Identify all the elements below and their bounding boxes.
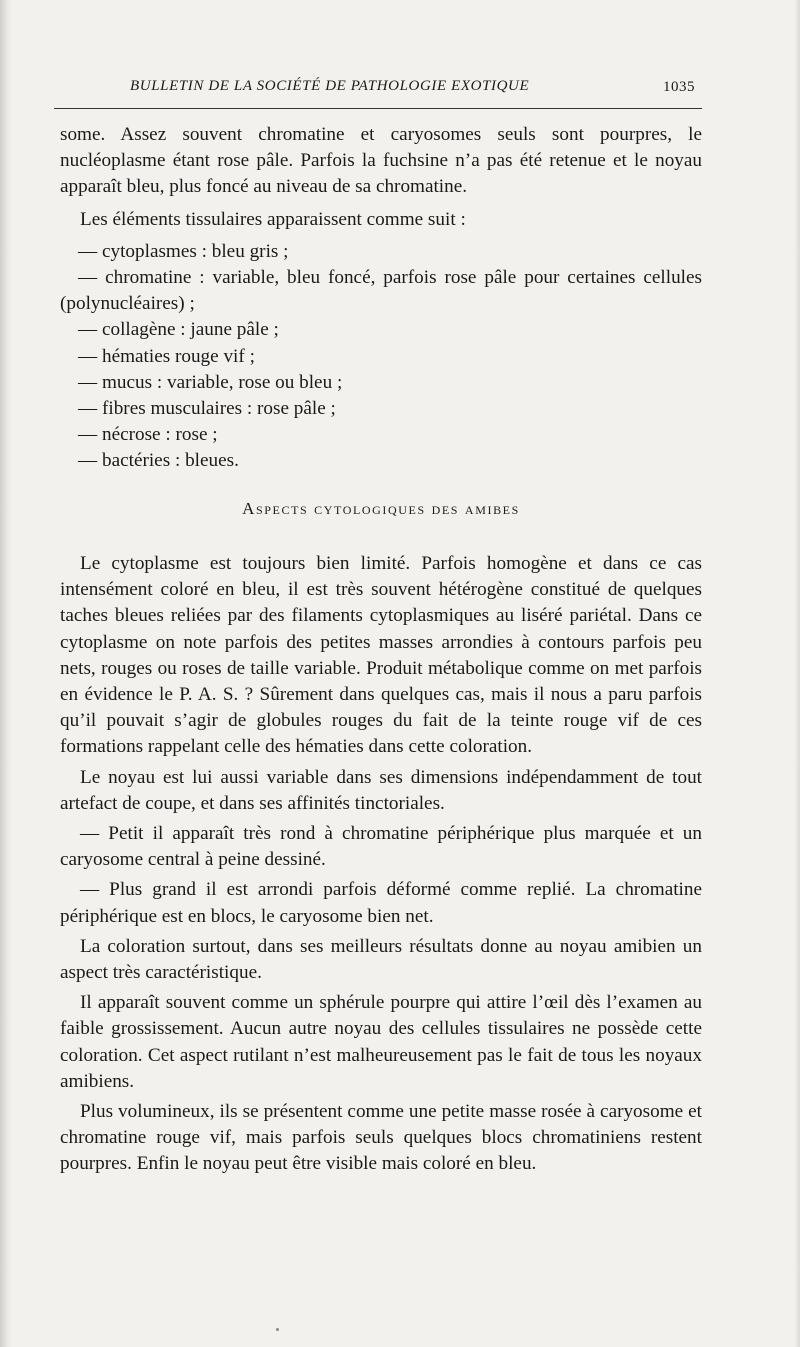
list-item: — nécrose : rose ; <box>78 424 218 446</box>
body-paragraph: — Plus grand il est arrondi parfois déformé comme replié. La chromatine périphérique est en blocs, le caryosome bien net. <box>60 879 702 927</box>
list-item: — collagène : jaune pâle ; <box>78 319 279 341</box>
body-paragraph: La coloration surtout, dans ses meilleurs résultats donne au noyau amibien un aspect très caractéristique. <box>60 935 702 984</box>
header-rule <box>54 108 702 109</box>
body-paragraph: — Petit il apparaît très rond à chromatine périphérique plus marquée et un caryosome central à peine dessiné. <box>60 823 702 871</box>
tissue-stain-list <box>60 239 702 475</box>
body-paragraph: Le noyau est lui aussi variable dans ses dimensions indépendamment de tout artefact de coupe, et dans ses affinités tinctoriales. <box>60 766 702 814</box>
page-header <box>60 76 705 104</box>
page-binding-edge <box>0 0 12 1347</box>
list-item: — fibres musculaires : rose pâle ; <box>78 398 336 420</box>
list-item: — cytoplasmes : bleu gris ; <box>78 240 289 262</box>
section-heading: Aspects cytologiques des amibes <box>242 499 520 518</box>
list-item: — bactéries : bleues. <box>78 450 239 472</box>
print-speck <box>276 1328 279 1331</box>
body-paragraph: Il apparaît souvent comme un sphérule pourpre qui attire l’œil dès l’examen au faible grossissement. Aucun autre noyau des cellules tissulaires ne possède cette coloration. Cet aspect rutilant n’est malheureusement pas le fait de tous les noyaux amibiens. <box>60 992 702 1092</box>
intro-block <box>60 122 702 475</box>
list-item: — hématies rouge vif ; <box>78 345 255 367</box>
list-item: — chromatine : variable, bleu foncé, parfois rose pâle pour certaines cellules (polynucléaires) ; <box>60 267 702 315</box>
page-number: 1035 <box>663 79 695 95</box>
list-item: — mucus : variable, rose ou bleu ; <box>78 371 343 393</box>
page-right-edge <box>794 0 800 1347</box>
intro-lead-paragraph: Les éléments tissulaires apparaissent comme suit : <box>80 208 466 230</box>
body-paragraph: Le cytoplasme est toujours bien limité. Parfois homogène et dans ce cas intensément coloré en bleu, il est très souvent hétérogène constitué de quelques taches bleues reliées par des filaments cytoplasmiques au liséré pariétal. Dans ce cytoplasme on note parfois des petites masses arrondies à contours parfois peu nets, rouges ou roses de taille variable. Produit métabolique comme on met parfois en évidence le P. A. S. ? Sûrement dans quelques cas, mais il nous a paru parfois qu’il pouvait s’agir de globules rouges du fait de la teinte rouge vif de ces formations rappelant celle des hématies dans cette coloration. <box>60 553 702 758</box>
intro-paragraph: some. Assez souvent chromatine et caryosomes seuls sont pourpres, le nucléoplasme étant rose pâle. Parfois la fuchsine n’a pas été retenue et le noyau apparaît bleu, plus foncé au niveau de sa chromatine. <box>60 124 702 198</box>
body-paragraph: Plus volumineux, ils se présentent comme une petite masse rosée à caryosome et chromatine rouge vif, mais parfois seuls quelques blocs chromatiniens restent pourpres. Enfin le noyau peut être visible mais coloré en bleu. <box>60 1101 702 1175</box>
running-title: BULLETIN DE LA SOCIÉTÉ DE PATHOLOGIE EXOTIQUE <box>130 78 530 94</box>
body-block <box>60 551 702 1178</box>
